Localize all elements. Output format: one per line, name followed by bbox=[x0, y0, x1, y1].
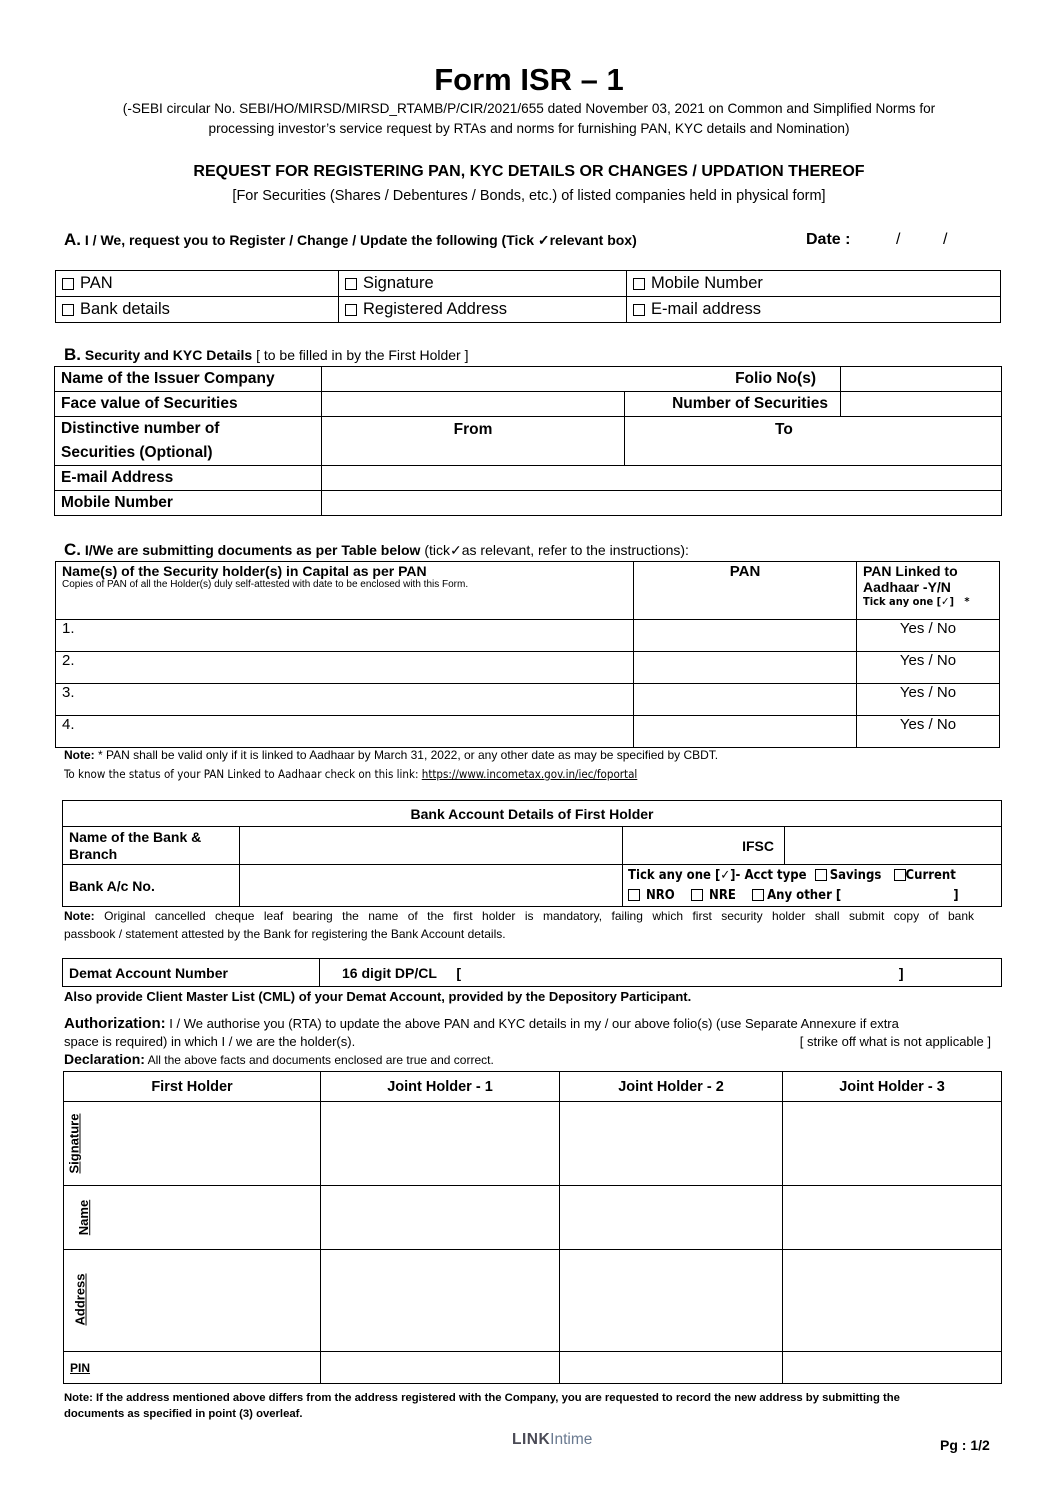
section-b-letter: B. bbox=[64, 345, 81, 364]
request-subtitle: [For Securities (Shares / Debentures / Bonds, etc.) of listed companies held in physical form] bbox=[232, 188, 826, 204]
demat-account-label: Demat Account Number bbox=[63, 959, 320, 987]
section-b-text: Security and KYC Details bbox=[84, 347, 253, 363]
holders-pan-table bbox=[55, 561, 1000, 748]
face-value-field[interactable] bbox=[322, 392, 625, 417]
holder-pan-field[interactable] bbox=[634, 684, 857, 716]
number-of-securities-label: Number of Securities bbox=[625, 392, 841, 417]
registered-address-checkbox[interactable] bbox=[345, 304, 357, 316]
account-type-options: Tick any one [✓]- Acct type Savings Current NRO NRE Any other [ ] bbox=[623, 865, 1002, 907]
first-holder-address[interactable] bbox=[64, 1250, 321, 1352]
joint-holder-1-address[interactable] bbox=[321, 1250, 560, 1352]
joint-holder-1-pin[interactable] bbox=[321, 1352, 560, 1384]
pan-status-note: To know the status of your PAN Linked to Aadhaar check on this link: https://www.incometax.gov.in/iec/foportal bbox=[64, 767, 638, 781]
table-row bbox=[56, 716, 1000, 748]
section-c-text: I/We are submitting documents as per Table below bbox=[84, 542, 421, 558]
address-row-label: Address bbox=[72, 1273, 88, 1326]
demat-table bbox=[62, 958, 1002, 987]
section-c-text-suffix: (tick✓as relevant, refer to the instructions): bbox=[424, 542, 689, 558]
first-holder-name[interactable] bbox=[64, 1186, 321, 1250]
joint-holder-3-header: Joint Holder - 3 bbox=[783, 1072, 1002, 1102]
table-row bbox=[56, 652, 1000, 684]
bank-account-number-field[interactable] bbox=[240, 865, 623, 907]
mobile-number-checkbox[interactable] bbox=[633, 278, 645, 290]
folio-label: Folio No(s) bbox=[322, 367, 841, 392]
mobile-number-label: Mobile Number bbox=[55, 491, 322, 516]
bank-details-checkbox[interactable] bbox=[62, 304, 74, 316]
aadhaar-linked-choice[interactable]: Yes / No bbox=[857, 684, 1000, 716]
section-b-note: [ to be filled in by the First Holder ] bbox=[256, 347, 469, 363]
holder-pan-field[interactable] bbox=[634, 652, 857, 684]
name-row-label: Name bbox=[76, 1199, 92, 1236]
nro-checkbox[interactable] bbox=[628, 889, 640, 901]
authorization-block: Authorization: I / We authorise you (RTA) to update the above PAN and KYC details in my / our above folio(s) (use Separate Annexure if extra space is required) in which I / we are the holder(s). [ strike off what is not applicable ] bbox=[64, 1015, 991, 1049]
table-row bbox=[56, 684, 1000, 716]
email-address-checkbox[interactable] bbox=[633, 304, 645, 316]
folio-field[interactable] bbox=[841, 367, 1002, 392]
email-address-field[interactable] bbox=[322, 466, 1002, 491]
holder-name-field[interactable]: 3. bbox=[56, 684, 634, 716]
kyc-details-table bbox=[54, 366, 1002, 516]
circular-reference-line-2: processing investor’s service request by RTAs and norms for furnishing PAN, KYC details and Nomination) bbox=[208, 121, 850, 136]
first-holder-header: First Holder bbox=[64, 1072, 321, 1102]
ifsc-field[interactable] bbox=[785, 827, 1002, 865]
joint-holder-1-name[interactable] bbox=[321, 1186, 560, 1250]
signature-row-label: Signature bbox=[66, 1113, 82, 1174]
any-other-checkbox[interactable] bbox=[752, 889, 764, 901]
logo-link-text: LINK bbox=[512, 1431, 551, 1448]
current-checkbox[interactable] bbox=[894, 869, 906, 881]
to-field[interactable]: To bbox=[625, 417, 1002, 466]
first-holder-pin[interactable] bbox=[64, 1352, 321, 1384]
aadhaar-linked-choice[interactable]: Yes / No bbox=[857, 652, 1000, 684]
pan-linked-header: PAN Linked to Aadhaar -Y/N Tick any one [✓] * bbox=[857, 562, 1000, 620]
ifsc-label: IFSC bbox=[623, 827, 785, 865]
holder-name-field[interactable]: 2. bbox=[56, 652, 634, 684]
pan-checkbox[interactable] bbox=[62, 278, 74, 290]
declaration-line: Declaration: All the above facts and documents enclosed are true and correct. bbox=[64, 1051, 494, 1067]
joint-holder-1-signature[interactable] bbox=[321, 1102, 560, 1186]
mobile-number-field[interactable] bbox=[322, 491, 1002, 516]
joint-holder-3-pin[interactable] bbox=[783, 1352, 1002, 1384]
section-a-text: I / We, request you to Register / Change / Update the following (Tick ✓relevant box) bbox=[84, 232, 637, 248]
joint-holder-3-name[interactable] bbox=[783, 1186, 1002, 1250]
option-mobile-number[interactable]: Mobile Number bbox=[627, 271, 1001, 297]
option-bank-details[interactable]: Bank details bbox=[56, 297, 339, 323]
section-b-heading bbox=[64, 345, 469, 365]
bank-name-label: Name of the Bank & Branch bbox=[63, 827, 240, 865]
joint-holder-1-header: Joint Holder - 1 bbox=[321, 1072, 560, 1102]
link-intime-logo bbox=[512, 1431, 592, 1449]
bank-account-number-label: Bank A/c No. bbox=[63, 865, 240, 907]
date-label: Date : bbox=[806, 231, 851, 248]
savings-checkbox[interactable] bbox=[815, 869, 827, 881]
joint-holder-2-pin[interactable] bbox=[560, 1352, 783, 1384]
section-c-heading bbox=[64, 540, 689, 560]
option-email-address[interactable]: E-mail address bbox=[627, 297, 1001, 323]
names-header: Name(s) of the Security holder(s) in Capital as per PAN Copies of PAN of all the Holder(s) duly self-attested with date to be enclosed with this Form. bbox=[56, 562, 634, 620]
cml-note: Also provide Client Master List (CML) of your Demat Account, provided by the Depository Participant. bbox=[64, 989, 692, 1004]
signature-checkbox[interactable] bbox=[345, 278, 357, 290]
bank-details-header: Bank Account Details of First Holder bbox=[63, 801, 1002, 827]
joint-holder-2-signature[interactable] bbox=[560, 1102, 783, 1186]
first-holder-signature[interactable] bbox=[64, 1102, 321, 1186]
email-address-label: E-mail Address bbox=[55, 466, 322, 491]
joint-holder-3-signature[interactable] bbox=[783, 1102, 1002, 1186]
distinctive-number-label: Distinctive number of Securities (Optional) bbox=[55, 417, 322, 466]
face-value-label: Face value of Securities bbox=[55, 392, 322, 417]
joint-holder-3-address[interactable] bbox=[783, 1250, 1002, 1352]
holder-pan-field[interactable] bbox=[634, 620, 857, 652]
request-title: REQUEST FOR REGISTERING PAN, KYC DETAILS OR CHANGES / UPDATION THEREOF bbox=[193, 163, 865, 180]
date-separator-1: / bbox=[896, 231, 901, 248]
joint-holder-2-header: Joint Holder - 2 bbox=[560, 1072, 783, 1102]
holder-name-field[interactable]: 1. bbox=[56, 620, 634, 652]
circular-reference-line-1: (-SEBI circular No. SEBI/HO/MIRSD/MIRSD_RTAMB/P/CIR/2021/655 dated November 03, 2021 on Common and Simplified Norms for bbox=[122, 101, 936, 116]
holder-name-field[interactable]: 4. bbox=[56, 716, 634, 748]
option-registered-address[interactable]: Registered Address bbox=[339, 297, 627, 323]
joint-holder-2-address[interactable] bbox=[560, 1250, 783, 1352]
pan-header: PAN bbox=[634, 562, 857, 620]
nre-checkbox[interactable] bbox=[691, 889, 703, 901]
holder-pan-field[interactable] bbox=[634, 716, 857, 748]
date-separator-2: / bbox=[943, 231, 948, 248]
strike-note: [ strike off what is not applicable ] bbox=[799, 1034, 991, 1049]
update-options-table bbox=[55, 270, 1001, 323]
section-c-letter: C. bbox=[64, 540, 81, 559]
bank-details-table bbox=[62, 800, 1002, 907]
pan-validity-note: Note: * PAN shall be valid only if it is linked to Aadhaar by March 31, 2022, or any other date as may be specified by CBDT. bbox=[64, 748, 719, 762]
joint-holder-2-name[interactable] bbox=[560, 1186, 783, 1250]
option-signature[interactable]: Signature bbox=[339, 271, 627, 297]
option-pan[interactable]: PAN bbox=[56, 271, 339, 297]
logo-intime-text: Intime bbox=[550, 1431, 593, 1448]
bank-note: Note: Original cancelled cheque leaf bearing the name of the first holder is mandatory, failing which first security holder shall submit copy of bank passbook / statement attested by the Bank for registering the Bank Account details. bbox=[64, 909, 974, 941]
holders-signature-table bbox=[63, 1071, 1002, 1384]
pin-row-label: PIN bbox=[70, 1360, 91, 1375]
page-number: Pg : 1/2 bbox=[940, 1437, 990, 1453]
bank-name-field[interactable] bbox=[240, 827, 623, 865]
address-note: Note: If the address mentioned above differs from the address registered with the Company, you are requested to record the new address by submitting the documents as specified in point (3) overleaf. bbox=[64, 1392, 900, 1420]
aadhaar-linked-choice[interactable]: Yes / No bbox=[857, 620, 1000, 652]
issuer-company-label: Name of the Issuer Company bbox=[55, 367, 322, 392]
table-row bbox=[56, 620, 1000, 652]
number-of-securities-field[interactable] bbox=[841, 392, 1002, 417]
section-a-letter: A. bbox=[64, 230, 81, 249]
form-title: Form ISR – 1 bbox=[434, 62, 624, 97]
aadhaar-linked-choice[interactable]: Yes / No bbox=[857, 716, 1000, 748]
incometax-link[interactable]: https://www.incometax.gov.in/iec/foportal bbox=[421, 767, 638, 781]
demat-account-field[interactable]: 16 digit DP/CL [ ] bbox=[320, 959, 1002, 987]
section-a-heading bbox=[64, 230, 637, 250]
from-field[interactable]: From bbox=[322, 417, 625, 466]
